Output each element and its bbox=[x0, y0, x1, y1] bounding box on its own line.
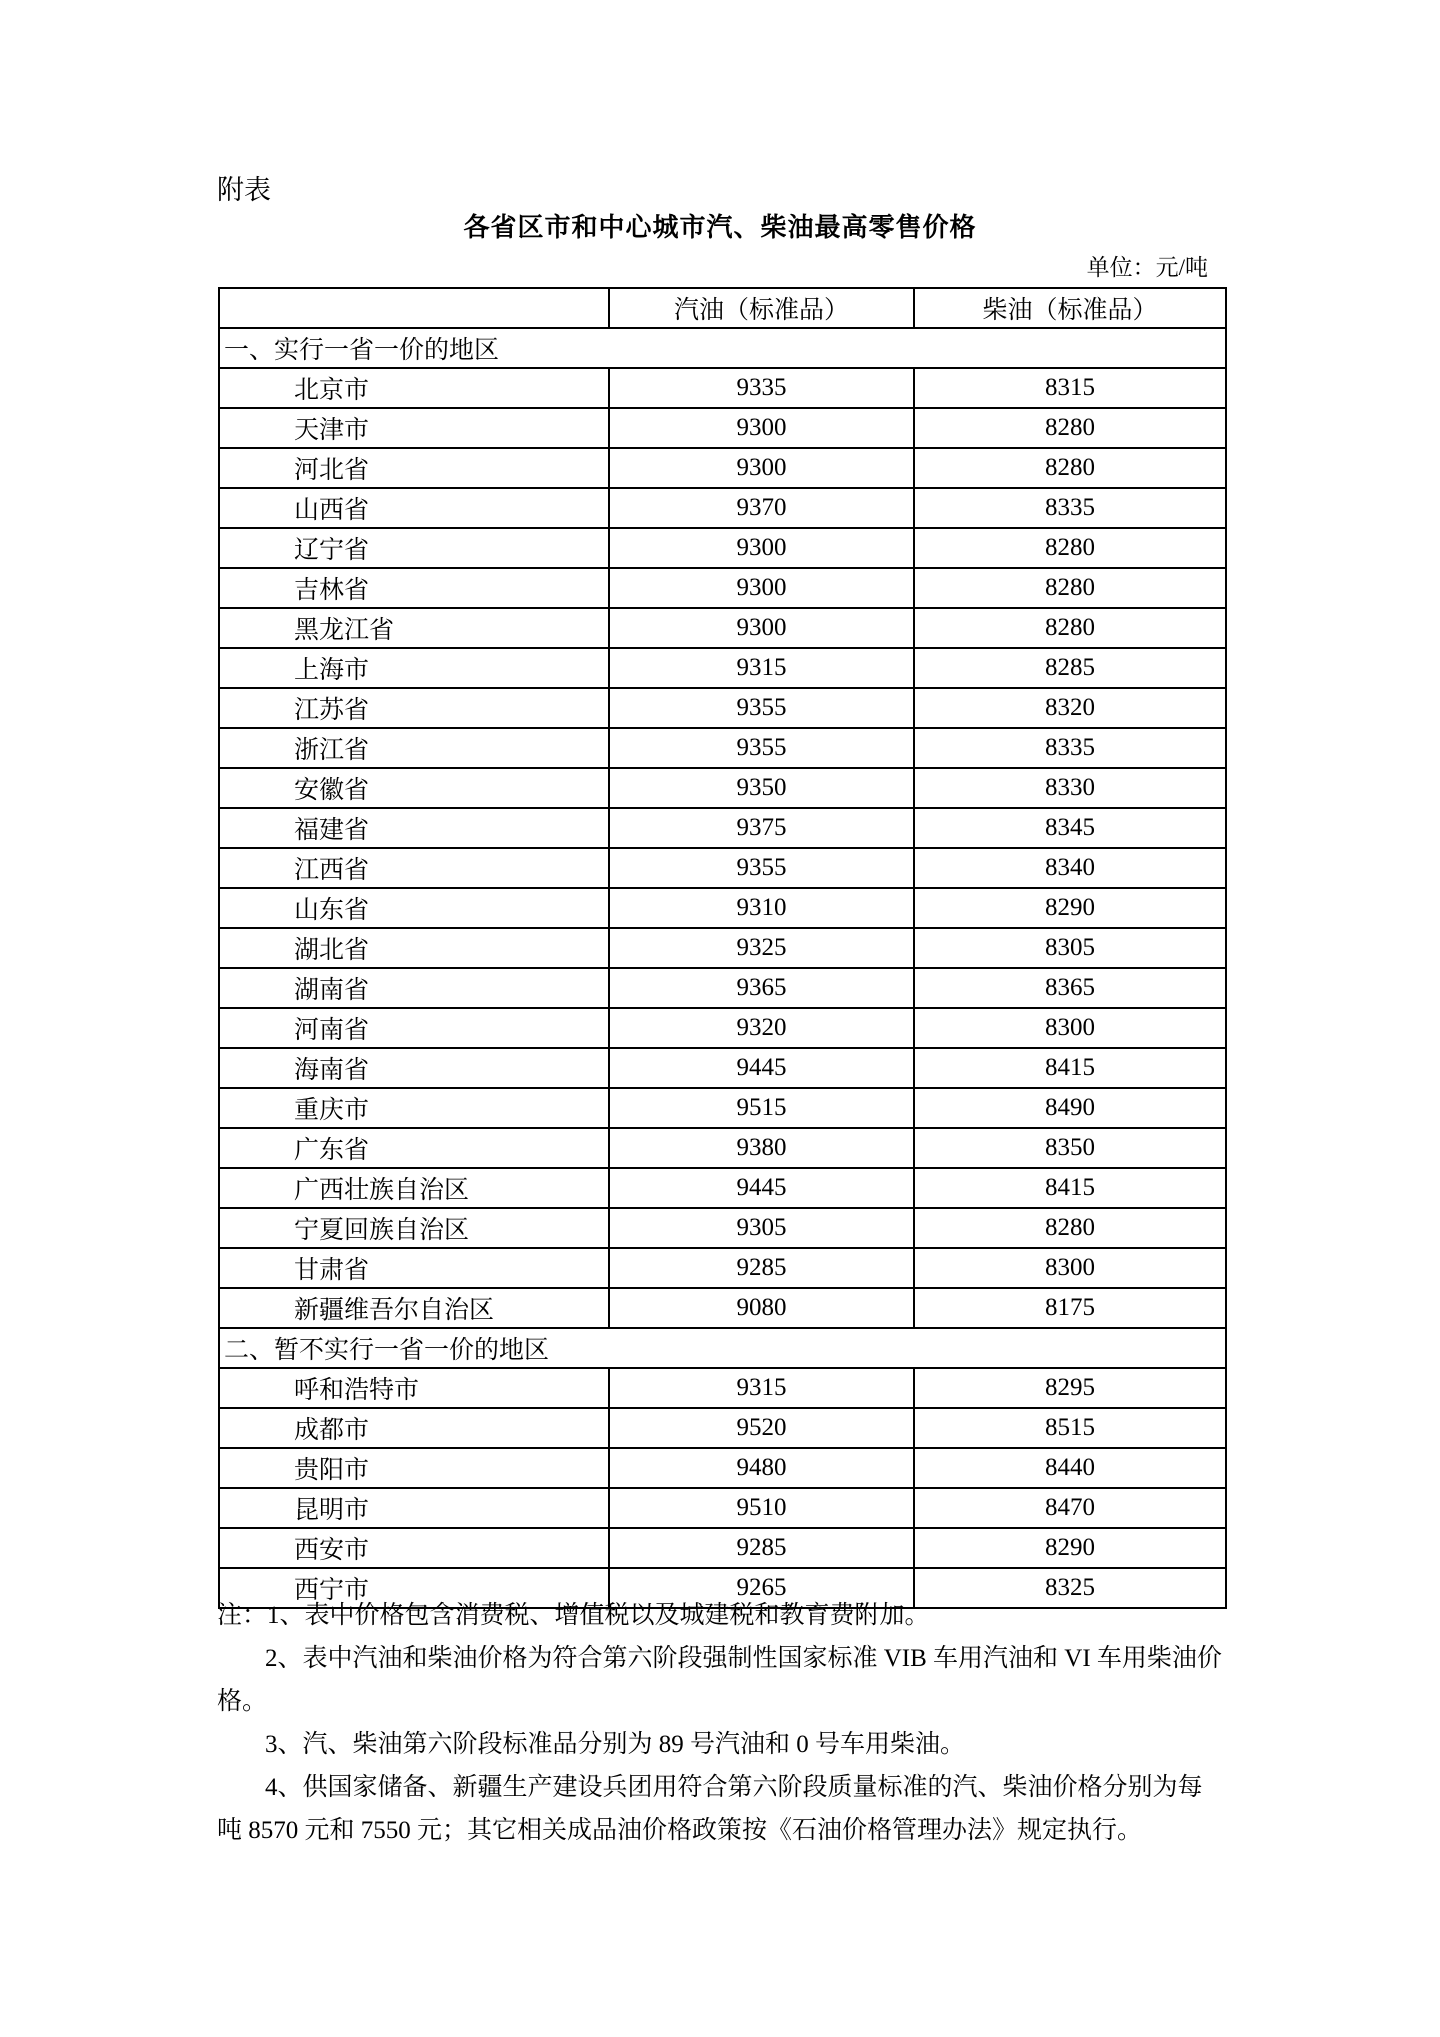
diesel-price: 8315 bbox=[914, 368, 1226, 408]
diesel-price: 8320 bbox=[914, 688, 1226, 728]
table-row bbox=[219, 928, 1226, 968]
diesel-price: 8295 bbox=[914, 1368, 1226, 1408]
diesel-price: 8350 bbox=[914, 1128, 1226, 1168]
diesel-price: 8415 bbox=[914, 1168, 1226, 1208]
region-name: 江西省 bbox=[219, 848, 609, 888]
gasoline-price: 9355 bbox=[609, 688, 914, 728]
diesel-price: 8175 bbox=[914, 1288, 1226, 1328]
note-line: 注：1、表中价格包含消费税、增值税以及城建税和教育费附加。 bbox=[217, 1602, 930, 1629]
gasoline-price: 9285 bbox=[609, 1248, 914, 1288]
diesel-price: 8490 bbox=[914, 1088, 1226, 1128]
gasoline-price: 9510 bbox=[609, 1488, 914, 1528]
gasoline-price: 9300 bbox=[609, 608, 914, 648]
diesel-price: 8290 bbox=[914, 888, 1226, 928]
diesel-price: 8280 bbox=[914, 608, 1226, 648]
region-name: 山西省 bbox=[219, 488, 609, 528]
table-row bbox=[219, 1128, 1226, 1168]
gasoline-price: 9300 bbox=[609, 408, 914, 448]
table-row bbox=[219, 848, 1226, 888]
region-name: 湖北省 bbox=[219, 928, 609, 968]
section-header-row bbox=[219, 328, 1226, 368]
column-header-gasoline: 汽油（标准品） bbox=[609, 288, 914, 328]
table-row bbox=[219, 1528, 1226, 1568]
diesel-price: 8440 bbox=[914, 1448, 1226, 1488]
gasoline-price: 9375 bbox=[609, 808, 914, 848]
gasoline-price: 9265 bbox=[609, 1568, 914, 1608]
region-name: 天津市 bbox=[219, 408, 609, 448]
gasoline-price: 9315 bbox=[609, 648, 914, 688]
table-row bbox=[219, 648, 1226, 688]
table-row bbox=[219, 608, 1226, 648]
gasoline-price: 9445 bbox=[609, 1048, 914, 1088]
table-row bbox=[219, 1168, 1226, 1208]
diesel-price: 8280 bbox=[914, 528, 1226, 568]
table-row bbox=[219, 488, 1226, 528]
region-name: 甘肃省 bbox=[219, 1248, 609, 1288]
region-name: 西宁市 bbox=[219, 1568, 609, 1608]
region-name: 广西壮族自治区 bbox=[219, 1168, 609, 1208]
gasoline-price: 9355 bbox=[609, 848, 914, 888]
diesel-price: 8345 bbox=[914, 808, 1226, 848]
gasoline-price: 9515 bbox=[609, 1088, 914, 1128]
region-name: 湖南省 bbox=[219, 968, 609, 1008]
gasoline-price: 9300 bbox=[609, 448, 914, 488]
gasoline-price: 9300 bbox=[609, 528, 914, 568]
note-line: 格。 bbox=[217, 1688, 268, 1715]
gasoline-price: 9355 bbox=[609, 728, 914, 768]
diesel-price: 8415 bbox=[914, 1048, 1226, 1088]
diesel-price: 8280 bbox=[914, 568, 1226, 608]
diesel-price: 8330 bbox=[914, 768, 1226, 808]
gasoline-price: 9310 bbox=[609, 888, 914, 928]
region-name: 海南省 bbox=[219, 1048, 609, 1088]
region-name: 宁夏回族自治区 bbox=[219, 1208, 609, 1248]
region-name: 贵阳市 bbox=[219, 1448, 609, 1488]
diesel-price: 8290 bbox=[914, 1528, 1226, 1568]
diesel-price: 8300 bbox=[914, 1008, 1226, 1048]
gasoline-price: 9445 bbox=[609, 1168, 914, 1208]
table-row bbox=[219, 1368, 1226, 1408]
table-row bbox=[219, 1488, 1226, 1528]
note-line: 2、表中汽油和柴油价格为符合第六阶段强制性国家标准 VIB 车用汽油和 VI 车用柴油价 bbox=[265, 1645, 1222, 1672]
diesel-price: 8515 bbox=[914, 1408, 1226, 1448]
price-table-body bbox=[219, 288, 1226, 1608]
note-line: 3、汽、柴油第六阶段标准品分别为 89 号汽油和 0 号车用柴油。 bbox=[265, 1731, 966, 1758]
column-header-diesel: 柴油（标准品） bbox=[914, 288, 1226, 328]
region-name: 吉林省 bbox=[219, 568, 609, 608]
table-row bbox=[219, 568, 1226, 608]
region-name: 江苏省 bbox=[219, 688, 609, 728]
annex-label: 附表 bbox=[217, 175, 271, 205]
column-header-region bbox=[219, 288, 609, 328]
gasoline-price: 9300 bbox=[609, 568, 914, 608]
diesel-price: 8300 bbox=[914, 1248, 1226, 1288]
section-header-row bbox=[219, 1328, 1226, 1368]
region-name: 安徽省 bbox=[219, 768, 609, 808]
gasoline-price: 9335 bbox=[609, 368, 914, 408]
gasoline-price: 9365 bbox=[609, 968, 914, 1008]
table-row bbox=[219, 1408, 1226, 1448]
diesel-price: 8335 bbox=[914, 488, 1226, 528]
note-line: 4、供国家储备、新疆生产建设兵团用符合第六阶段质量标准的汽、柴油价格分别为每 bbox=[265, 1774, 1203, 1801]
gasoline-price: 9350 bbox=[609, 768, 914, 808]
note-line: 吨 8570 元和 7550 元；其它相关成品油价格政策按《石油价格管理办法》规定执行。 bbox=[217, 1817, 1143, 1844]
region-name: 昆明市 bbox=[219, 1488, 609, 1528]
table-row bbox=[219, 1448, 1226, 1488]
gasoline-price: 9285 bbox=[609, 1528, 914, 1568]
gasoline-price: 9305 bbox=[609, 1208, 914, 1248]
table-row bbox=[219, 768, 1226, 808]
table-row bbox=[219, 1208, 1226, 1248]
region-name: 西安市 bbox=[219, 1528, 609, 1568]
diesel-price: 8305 bbox=[914, 928, 1226, 968]
region-name: 河北省 bbox=[219, 448, 609, 488]
table-row bbox=[219, 368, 1226, 408]
region-name: 呼和浩特市 bbox=[219, 1368, 609, 1408]
unit-label: 单位：元/吨 bbox=[1086, 255, 1208, 280]
region-name: 浙江省 bbox=[219, 728, 609, 768]
gasoline-price: 9520 bbox=[609, 1408, 914, 1448]
table-row bbox=[219, 408, 1226, 448]
table-row bbox=[219, 448, 1226, 488]
section-header: 一、实行一省一价的地区 bbox=[219, 328, 1226, 368]
region-name: 广东省 bbox=[219, 1128, 609, 1168]
table-row bbox=[219, 1008, 1226, 1048]
table-row bbox=[219, 1048, 1226, 1088]
diesel-price: 8325 bbox=[914, 1568, 1226, 1608]
region-name: 上海市 bbox=[219, 648, 609, 688]
table-row bbox=[219, 968, 1226, 1008]
region-name: 辽宁省 bbox=[219, 528, 609, 568]
gasoline-price: 9480 bbox=[609, 1448, 914, 1488]
region-name: 重庆市 bbox=[219, 1088, 609, 1128]
table-header-row bbox=[219, 288, 1226, 328]
diesel-price: 8280 bbox=[914, 1208, 1226, 1248]
gasoline-price: 9325 bbox=[609, 928, 914, 968]
region-name: 成都市 bbox=[219, 1408, 609, 1448]
diesel-price: 8280 bbox=[914, 448, 1226, 488]
price-table bbox=[218, 287, 1227, 1609]
table-row bbox=[219, 728, 1226, 768]
diesel-price: 8285 bbox=[914, 648, 1226, 688]
gasoline-price: 9380 bbox=[609, 1128, 914, 1168]
table-row bbox=[219, 1248, 1226, 1288]
region-name: 北京市 bbox=[219, 368, 609, 408]
table-row bbox=[219, 528, 1226, 568]
diesel-price: 8335 bbox=[914, 728, 1226, 768]
gasoline-price: 9370 bbox=[609, 488, 914, 528]
region-name: 福建省 bbox=[219, 808, 609, 848]
table-row bbox=[219, 808, 1226, 848]
region-name: 山东省 bbox=[219, 888, 609, 928]
page-title: 各省区市和中心城市汽、柴油最高零售价格 bbox=[463, 212, 977, 242]
region-name: 黑龙江省 bbox=[219, 608, 609, 648]
region-name: 河南省 bbox=[219, 1008, 609, 1048]
table-row bbox=[219, 688, 1226, 728]
section-header: 二、暂不实行一省一价的地区 bbox=[219, 1328, 1226, 1368]
table-row bbox=[219, 1088, 1226, 1128]
notes bbox=[217, 1594, 1237, 1852]
gasoline-price: 9320 bbox=[609, 1008, 914, 1048]
diesel-price: 8280 bbox=[914, 408, 1226, 448]
region-name: 新疆维吾尔自治区 bbox=[219, 1288, 609, 1328]
table-row bbox=[219, 1288, 1226, 1328]
gasoline-price: 9315 bbox=[609, 1368, 914, 1408]
diesel-price: 8365 bbox=[914, 968, 1226, 1008]
gasoline-price: 9080 bbox=[609, 1288, 914, 1328]
table-row bbox=[219, 888, 1226, 928]
diesel-price: 8470 bbox=[914, 1488, 1226, 1528]
diesel-price: 8340 bbox=[914, 848, 1226, 888]
